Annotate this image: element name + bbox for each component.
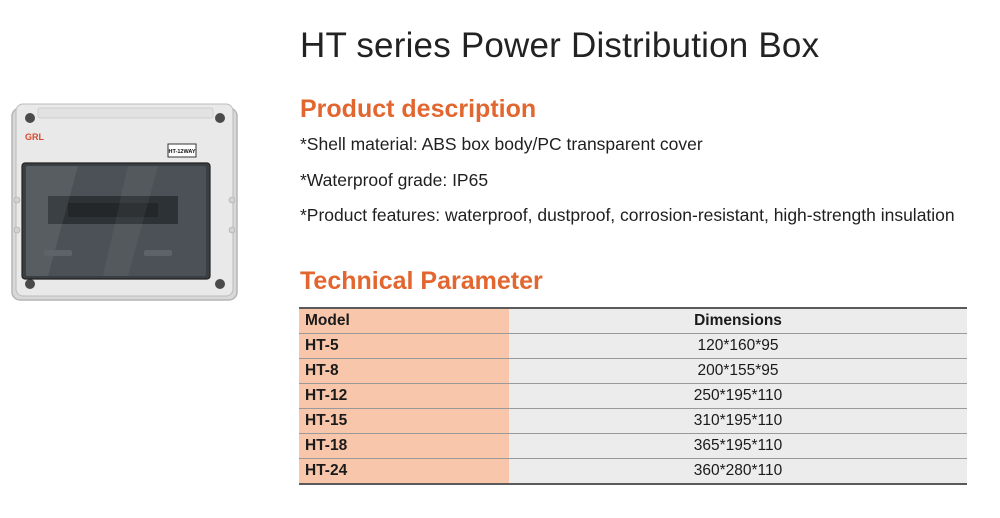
dimensions-cell: 360*280*110	[509, 459, 967, 485]
dimensions-cell: 365*195*110	[509, 434, 967, 459]
dimensions-cell: 310*195*110	[509, 409, 967, 434]
model-label: HT-12WAY	[168, 149, 196, 155]
model-cell: HT-5	[299, 334, 509, 359]
technical-parameter-table	[299, 307, 967, 485]
product-image	[8, 100, 243, 305]
table-row	[299, 359, 967, 384]
waterproof-grade-text: *Waterproof grade: IP65	[300, 170, 489, 190]
column-header-model: Model	[299, 308, 509, 334]
technical-parameter-heading: Technical Parameter	[300, 267, 543, 295]
page-title: HT series Power Distribution Box	[300, 26, 820, 65]
model-cell: HT-12	[299, 384, 509, 409]
table-row	[299, 434, 967, 459]
table-header-row	[299, 308, 967, 334]
model-cell: HT-18	[299, 434, 509, 459]
column-header-dimensions: Dimensions	[509, 308, 967, 334]
brand-logo: GRL	[25, 132, 44, 142]
table-row	[299, 409, 967, 434]
table-row	[299, 334, 967, 359]
shell-material-text: *Shell material: ABS box body/PC transparent cover	[300, 134, 703, 154]
dimensions-cell: 250*195*110	[509, 384, 967, 409]
dimensions-cell: 200*155*95	[509, 359, 967, 384]
product-features-text: *Product features: waterproof, dustproof, corrosion-resistant, high-strength insulation	[300, 205, 955, 225]
model-cell: HT-24	[299, 459, 509, 485]
product-description-heading: Product description	[300, 95, 537, 123]
model-cell: HT-15	[299, 409, 509, 434]
table-row	[299, 459, 967, 485]
dimensions-cell: 120*160*95	[509, 334, 967, 359]
model-cell: HT-8	[299, 359, 509, 384]
table-row	[299, 384, 967, 409]
